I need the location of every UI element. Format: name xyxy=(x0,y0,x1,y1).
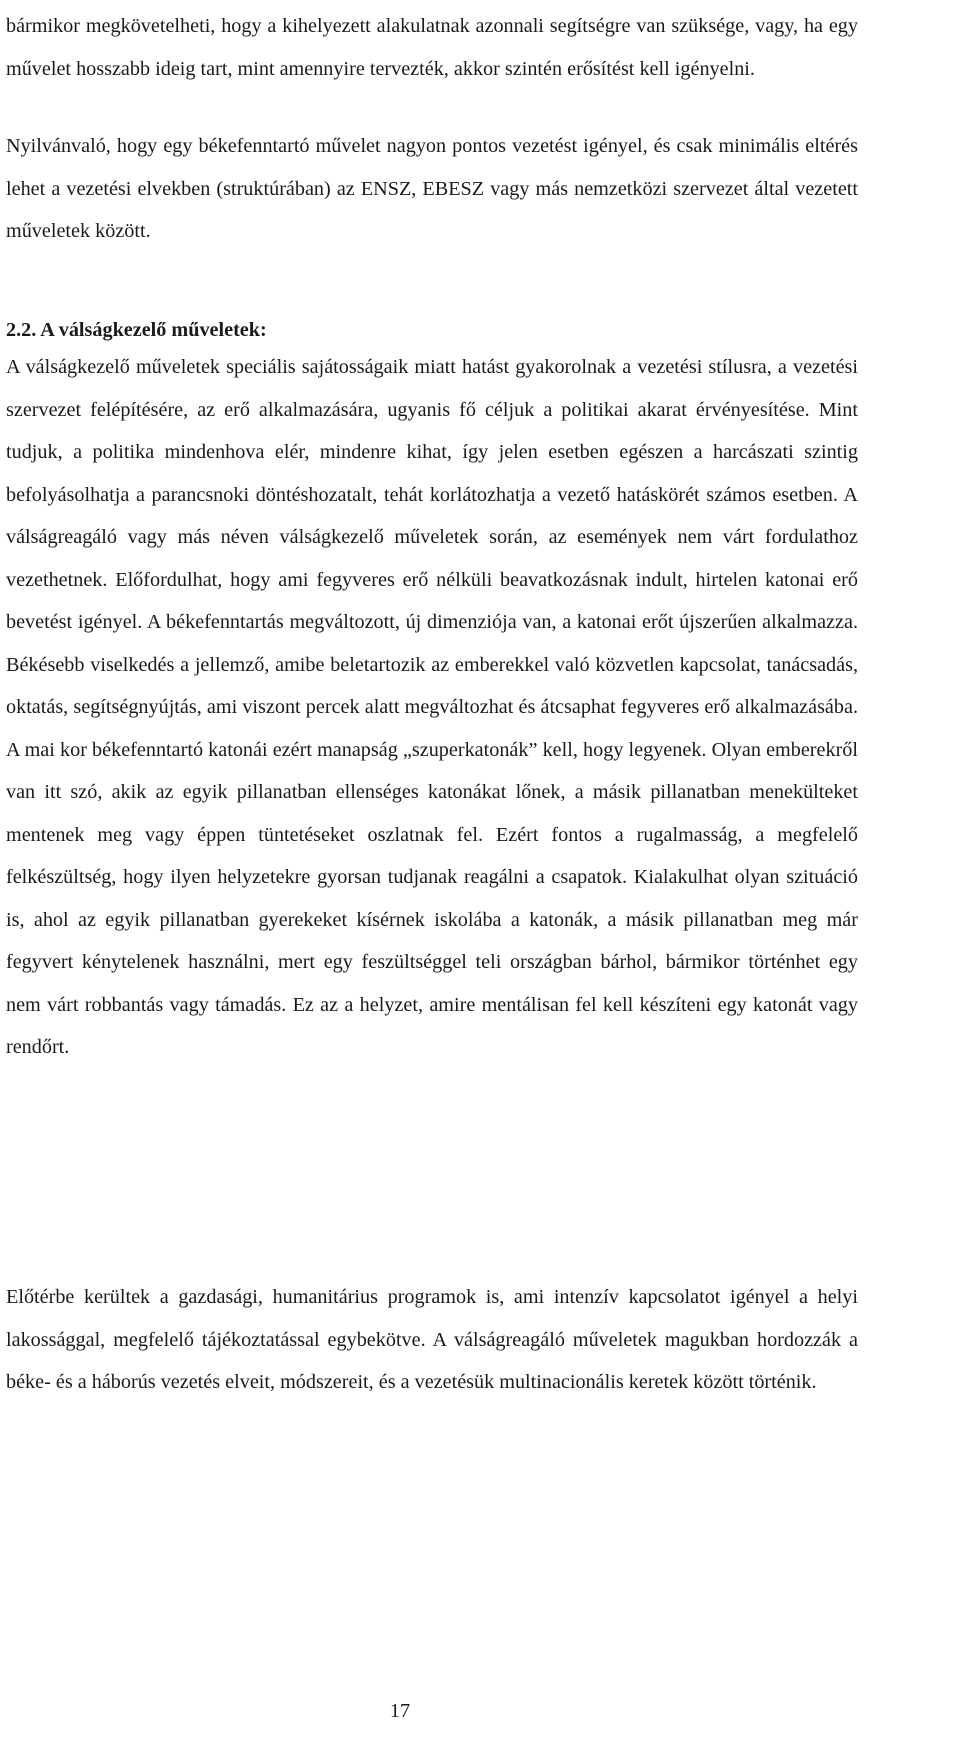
paragraph-peacekeeping-leadership: Nyilvánvaló, hogy egy békefenntartó művelet nagyon pontos vezetést igényel, és csak minimális eltérés lehet a vezetési elvekben (struktúrában) az ENSZ, EBESZ vagy más nemzetközi szervezet által vezetett műveletek között. xyxy=(6,135,858,242)
paragraph-crisis-operations: A válságkezelő műveletek speciális sajátosságaik miatt hatást gyakorolnak a vezetési stílusra, a vezetési szervezet felépítésére, az erő alkalmazására, ugyanis fő céljuk a politikai akarat érvényesítése. Mint tudjuk, a politika mindenhova elér, mindenre kihat, így jelen esetben egészen a harcászati szintig befolyásolhatja a parancsnoki döntéshozatalt, tehát korlátozhatja a vezető hatáskörét számos esetben. A válságreagáló vagy más néven válságkezelő műveletek során, az események nem várt fordulathoz vezethetnek. Előfordulhat, hogy ami fegyveres erő nélküli beavatkozásnak indult, hirtelen katonai erő bevetést igényel. A békefenntartás megváltozott, új dimenziója van, a katonai erőt újszerűen alkalmazza. Békésebb viselkedés a jellemző, amibe beletartozik az emberekkel való közvetlen kapcsolat, tanácsadás, oktatás, segítségnyújtás, ami viszont percek alatt megváltozhat és átcsaphat fegyveres erő alkalmazásába. A mai kor békefenntartó katonái ezért manapság „szuperkatonák” kell, hogy legyenek. Olyan emberekről van itt szó, akik az egyik pillanatban ellenséges katonákat lőnek, a másik pillanatban menekülteket mentenek meg vagy éppen tüntetéseket oszlatnak fel. Ezért fontos a rugalmasság, a megfelelő felkészültség, hogy ilyen helyzetekre gyorsan tudjanak reagálni a csapatok. Kialakulhat olyan szituáció is, ahol az egyik pillanatban gyerekeket kísérnek iskolába a katonák, a másik pillanatban meg már fegyvert kénytelenek használni, mert egy feszültséggel teli országban bárhol, bármikor történhet egy nem várt robbantás vagy támadás. Ez az a helyzet, amire mentálisan fel kell készíteni egy katonát vagy rendőrt. xyxy=(6,356,858,1058)
paragraph-humanitarian-programs: Előtérbe kerültek a gazdasági, humanitárius programok is, ami intenzív kapcsolatot igényel a helyi lakossággal, megfelelő tájékoztatással egybekötve. A válságreagáló műveletek magukban hordozzák a béke- és a háborús vezetés elveit, módszereit, és a vezetésük multinacionális keretek között történik. xyxy=(6,1286,858,1393)
paragraph-reinforcement: bármikor megkövetelheti, hogy a kihelyezett alakulatnak azonnali segítségre van szüksége, vagy, ha egy művelet hosszabb ideig tart, mint amennyire tervezték, akkor szintén erősítést kell igényelni. xyxy=(6,15,858,80)
page-number: 17 xyxy=(389,1700,411,1722)
section-heading: 2.2. A válságkezelő műveletek: xyxy=(6,319,267,341)
